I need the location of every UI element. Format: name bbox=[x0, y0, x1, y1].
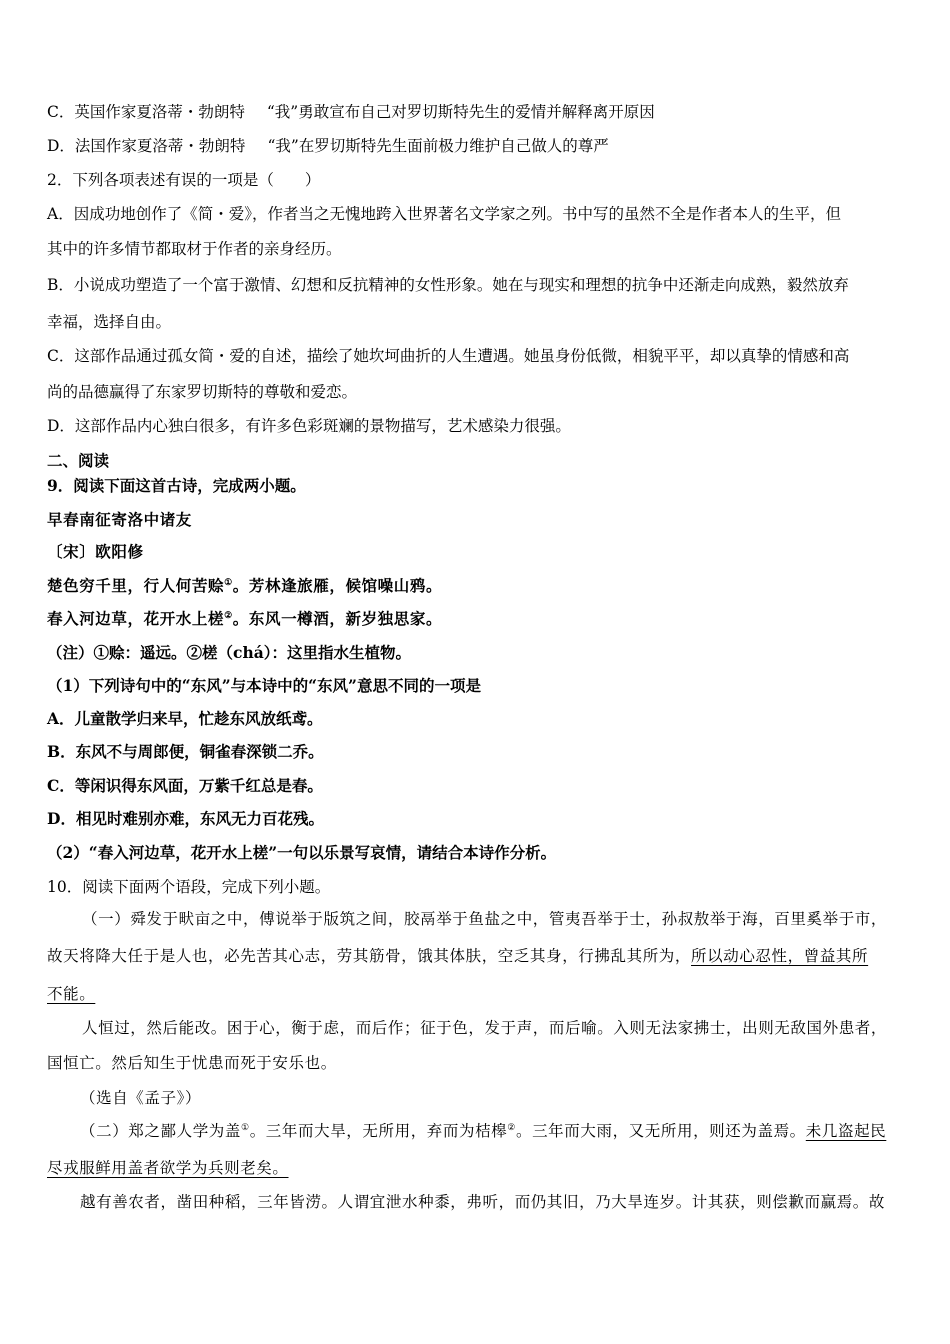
q2-option-d-line1: D．这部作品内心独白很多，有许多色彩斑斓的景物描写，艺术感染力很强。 bbox=[47, 417, 571, 435]
passage1-line2-text: 故天将降大任于是人也，必先苦其心志，劳其筋骨，饿其体肤，空乏其身，行拂乱其所为， bbox=[47, 947, 692, 965]
poem-notes: （注）①赊：遥远。②槎（chá）：这里指水生植物。 bbox=[47, 643, 412, 662]
q1-option-d-author: D．法国作家夏洛蒂・勃朗特 bbox=[47, 137, 246, 155]
passage2-underlined-sentence-start: 未几盗起民 bbox=[805, 1122, 887, 1140]
passage2-line1-part-a: （二）郑之鄙人学为盖 bbox=[80, 1122, 242, 1140]
poem-line-2 bbox=[47, 608, 442, 630]
q9-sub1-option-c: C．等闲识得东风面，万紫千红总是春。 bbox=[47, 776, 323, 795]
q2-stem: 2．下列各项表述有误的一项是（ ） bbox=[47, 171, 321, 189]
footnote-mark-1: ① bbox=[224, 577, 233, 588]
poem-line-1 bbox=[47, 575, 442, 597]
passage2-line1-part-b: 。三年而大旱，无所用，弃而为桔槔 bbox=[249, 1122, 508, 1140]
q1-option-c bbox=[47, 101, 655, 123]
q9-stem: 9．阅读下面这首古诗，完成两小题。 bbox=[47, 476, 306, 495]
q9-sub2-stem: （2）“春入河边草，花开水上槎”一句以乐景写哀情，请结合本诗作分析。 bbox=[47, 843, 557, 862]
passage2-line2: 尽戎服鲜用盖者欲学为兵则老矣。 bbox=[47, 1159, 289, 1177]
q9-sub1-option-d: D．相见时难别亦难，东风无力百花残。 bbox=[47, 809, 324, 828]
q2-option-c-line2: 尚的品德赢得了东家罗切斯特的尊敬和爱恋。 bbox=[47, 383, 358, 401]
poem-line-2-part-a: 春入河边草，花开水上槎 bbox=[47, 609, 225, 628]
passage2-line1 bbox=[80, 1120, 886, 1142]
poem-line-1-part-a: 楚色穷千里，行人何苦赊 bbox=[47, 576, 225, 595]
passage1-source: （选自《孟子》） bbox=[80, 1089, 202, 1107]
passage1-para2-line2: 国恒亡。然后知生于忧患而死于安乐也。 bbox=[47, 1054, 337, 1072]
poem-line-1-part-b: 。芳林逢旅雁，候馆噪山鸦。 bbox=[232, 576, 443, 595]
passage1-line3: 不能。 bbox=[47, 985, 96, 1003]
q9-sub1-option-a: A．儿童散学归来早，忙趁东风放纸鸢。 bbox=[47, 709, 323, 728]
poem-author: 〔宋〕欧阳修 bbox=[47, 542, 144, 561]
q10-stem: 10．阅读下面两个语段，完成下列小题。 bbox=[47, 878, 331, 896]
q9-sub1-option-b: B．东风不与周郎便，铜雀春深锁二乔。 bbox=[47, 742, 324, 761]
q1-option-d bbox=[47, 135, 609, 157]
passage2-para2-line1: 越有善农者，凿田种稻，三年皆涝。人谓宜泄水种黍，弗听，而仍其旧，乃大旱连岁。计其获，则偿歉而赢焉。故 bbox=[80, 1193, 886, 1211]
passage1-para2-line1: 人恒过，然后能改。困于心，衡于虑，而后作；征于色，发于声，而后喻。入则无法家拂士，出则无敌国外患者， bbox=[82, 1019, 888, 1037]
q1-option-c-detail: “我”勇敢宣布自己对罗切斯特先生的爱情并解释离开原因 bbox=[266, 103, 655, 121]
q2-option-b-line1: B．小说成功塑造了一个富于激情、幻想和反抗精神的女性形象。她在与现实和理想的抗争中还渐走向成熟，毅然放弃 bbox=[47, 276, 849, 294]
footnote-mark-2: ② bbox=[224, 610, 233, 621]
passage2-line1-part-c: 。三年而大雨，又无所用，则还为盖焉。 bbox=[515, 1122, 806, 1140]
q2-option-a-line2: 其中的许多情节都取材于作者的亲身经历。 bbox=[47, 240, 342, 258]
poem-title: 早春南征寄洛中诸友 bbox=[47, 510, 192, 529]
section-heading-reading: 二、阅读 bbox=[47, 451, 110, 470]
q9-sub1-stem: （1）下列诗句中的“东风”与本诗中的“东风”意思不同的一项是 bbox=[47, 676, 481, 695]
passage2-footnote-mark-1: ① bbox=[241, 1122, 250, 1133]
passage1-underlined-sentence: 所以动心忍性，曾益其所 bbox=[691, 947, 869, 965]
q2-option-a-line1: A．因成功地创作了《简・爱》，作者当之无愧地跨入世界著名文学家之列。书中写的虽然不全是作者本人的生平，但 bbox=[47, 205, 841, 223]
poem-line-2-part-b: 。东风一樽酒，新岁独思家。 bbox=[232, 609, 443, 628]
q2-option-c-line1: C．这部作品通过孤女简・爱的自述，描绘了她坎坷曲折的人生遭遇。她虽身份低微，相貌平平，却以真挚的情感和高 bbox=[47, 347, 850, 365]
passage2-footnote-mark-2: ② bbox=[507, 1122, 516, 1133]
passage1-line1: （一）舜发于畎亩之中，傅说举于版筑之间，胶鬲举于鱼盐之中，管夷吾举于士，孙叔敖举于海，百里奚举于市， bbox=[82, 910, 888, 928]
q2-option-b-line2: 幸福，选择自由。 bbox=[47, 313, 172, 331]
q1-option-d-detail: “我”在罗切斯特先生面前极力维护自己做人的尊严 bbox=[267, 137, 609, 155]
q1-option-c-author: C．英国作家夏洛蒂・勃朗特 bbox=[47, 103, 245, 121]
passage1-line2 bbox=[47, 945, 868, 967]
